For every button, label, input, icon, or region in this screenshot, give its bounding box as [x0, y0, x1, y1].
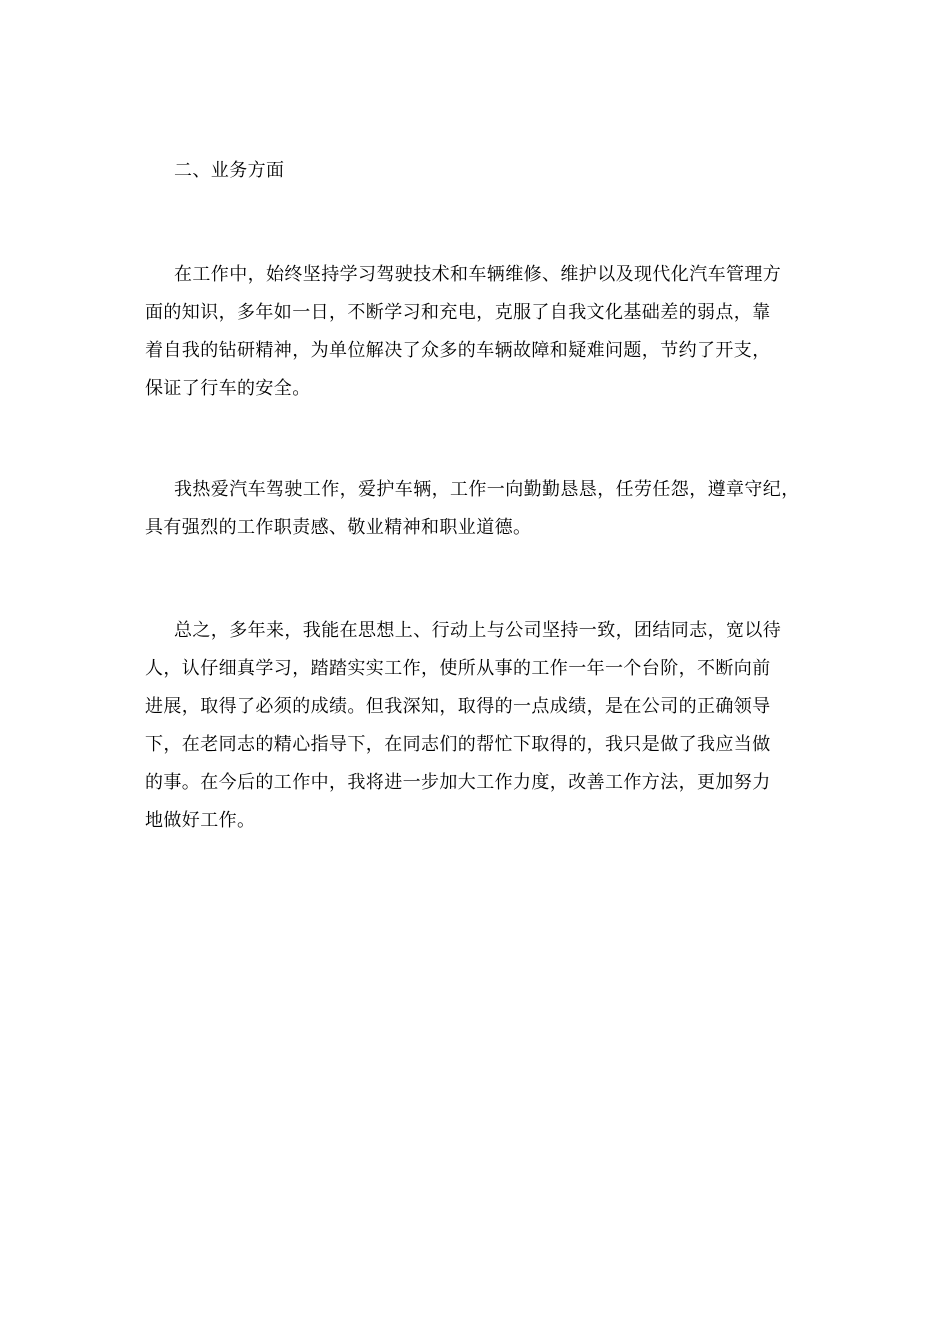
paragraph-line: 地做好工作。 — [145, 810, 256, 831]
paragraph-work-skills — [145, 256, 815, 408]
paragraph-work-attitude — [145, 471, 815, 547]
paragraph-line: 总之，多年来，我能在思想上、行动上与公司坚持一致，团结同志，宽以待 — [174, 620, 782, 641]
paragraph-summary — [145, 612, 815, 840]
paragraph-line: 的事。在今后的工作中，我将进一步加大工作力度，改善工作方法，更加努力 — [145, 772, 771, 793]
paragraph-line: 下，在老同志的精心指导下，在同志们的帮忙下取得的，我只是做了我应当做 — [145, 734, 771, 755]
paragraph-line: 着自我的钻研精神，为单位解决了众多的车辆故障和疑难问题，节约了开支， — [145, 340, 771, 361]
section-heading: 二、业务方面 — [174, 160, 285, 181]
paragraph-line: 人，认仔细真学习，踏踏实实工作，使所从事的工作一年一个台阶，不断向前 — [145, 658, 771, 679]
paragraph-line: 保证了行车的安全。 — [145, 378, 311, 399]
paragraph-line: 进展，取得了必须的成绩。但我深知，取得的一点成绩，是在公司的正确领导 — [145, 696, 771, 717]
paragraph-line: 在工作中，始终坚持学习驾驶技术和车辆维修、维护以及现代化汽车管理方 — [174, 264, 782, 285]
paragraph-line: 我热爱汽车驾驶工作，爱护车辆，工作一向勤勤恳恳，任劳任怨，遵章守纪， — [174, 479, 800, 500]
paragraph-line: 具有强烈的工作职责感、敬业精神和职业道德。 — [145, 517, 532, 538]
paragraph-line: 面的知识，多年如一日，不断学习和充电，克服了自我文化基础差的弱点，靠 — [145, 302, 771, 323]
